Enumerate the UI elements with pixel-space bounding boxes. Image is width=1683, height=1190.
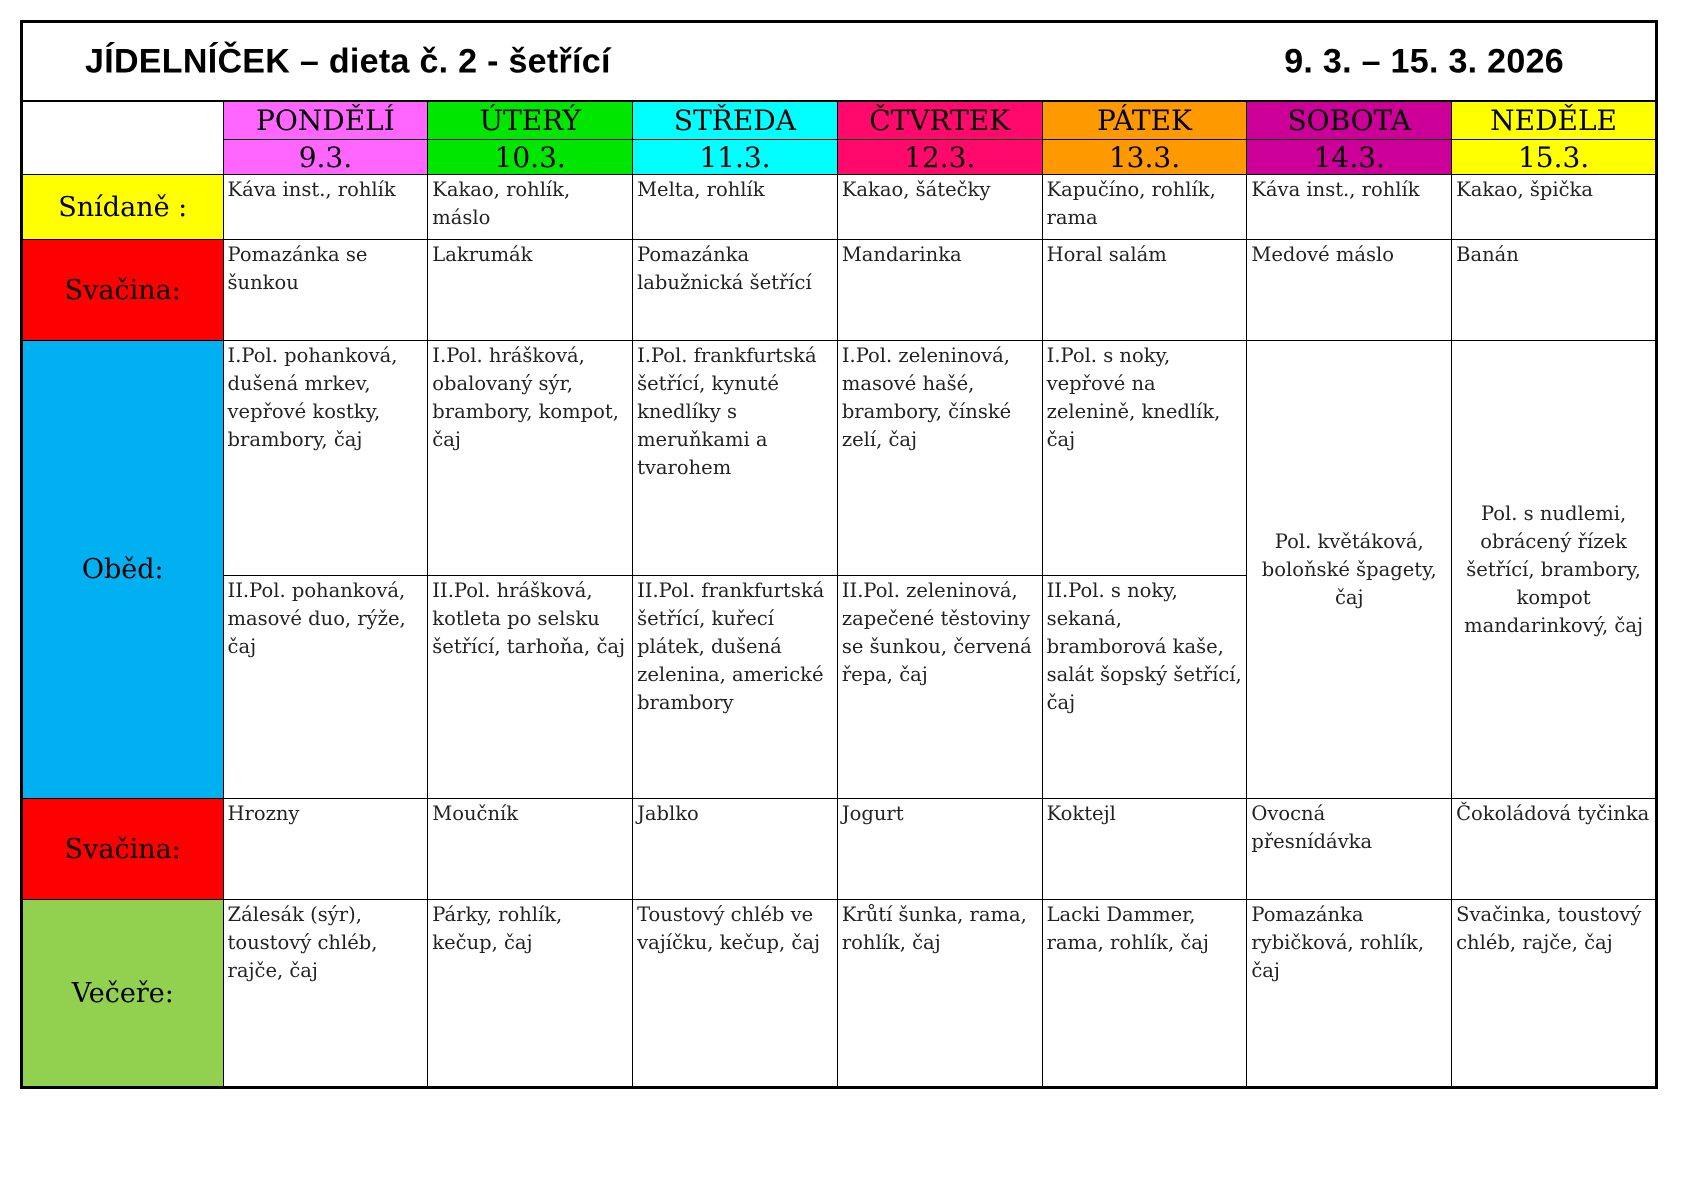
lunch-1-thu: I.Pol. zeleninová, masové hašé, brambory, čínské zelí, čaj (837, 341, 1042, 576)
day-name-sun: NEDĚLE (1452, 101, 1657, 140)
breakfast-sun: Kakao, špička (1452, 175, 1657, 240)
day-date-tue: 10.3. (428, 140, 633, 175)
day-name-wed: STŘEDA (633, 101, 838, 140)
lunch-sat: Pol. květáková, boloňské špagety, čaj (1247, 341, 1452, 799)
meal-label-dinner: Večeře: (22, 900, 224, 1088)
day-date-thu: 12.3. (837, 140, 1042, 175)
dinner-sun: Svačinka, toustový chléb, rajče, čaj (1452, 900, 1657, 1088)
lunch-2-thu: II.Pol. zeleninová, zapečené těstoviny se šunkou, červená řepa, čaj (837, 576, 1042, 799)
meal-label-breakfast: Snídaně : (22, 175, 224, 240)
meal-label-snack-afternoon: Svačina: (22, 799, 224, 900)
day-name-thu: ČTVRTEK (837, 101, 1042, 140)
lunch-sun: Pol. s nudlemi, obrácený řízek šetřící, brambory, kompot mandarinkový, čaj (1452, 341, 1657, 799)
breakfast-tue: Kakao, rohlík, máslo (428, 175, 633, 240)
lunch-2-wed: II.Pol. frankfurtská šetřící, kuřecí plátek, dušená zelenina, americké brambory (633, 576, 838, 799)
snack-afternoon-wed: Jablko (633, 799, 838, 900)
day-name-tue: ÚTERÝ (428, 101, 633, 140)
snack-afternoon-sun: Čokoládová tyčinka (1452, 799, 1657, 900)
meal-label-lunch: Oběd: (22, 341, 224, 799)
breakfast-fri: Kapučíno, rohlík, rama (1042, 175, 1247, 240)
day-date-mon: 9.3. (223, 140, 428, 175)
snack-afternoon-mon: Hrozny (223, 799, 428, 900)
menu-title: JÍDELNÍČEK – dieta č. 2 - šetřící (85, 42, 611, 80)
snack-morning-fri: Horal salám (1042, 240, 1247, 341)
lunch-1-fri: I.Pol. s noky, vepřové na zelenině, knedlík, čaj (1042, 341, 1247, 576)
snack-morning-mon: Pomazánka se šunkou (223, 240, 428, 341)
day-date-sun: 15.3. (1452, 140, 1657, 175)
dinner-thu: Krůtí šunka, rama, rohlík, čaj (837, 900, 1042, 1088)
snack-morning-sun: Banán (1452, 240, 1657, 341)
snack-afternoon-tue: Moučník (428, 799, 633, 900)
date-range: 9. 3. – 15. 3. 2026 (1284, 42, 1564, 80)
snack-morning-thu: Mandarinka (837, 240, 1042, 341)
breakfast-mon: Káva inst., rohlík (223, 175, 428, 240)
meal-label-snack-morning: Svačina: (22, 240, 224, 341)
title-bar (22, 22, 1657, 102)
day-date-sat: 14.3. (1247, 140, 1452, 175)
day-date-fri: 13.3. (1042, 140, 1247, 175)
breakfast-wed: Melta, rohlík (633, 175, 838, 240)
day-date-wed: 11.3. (633, 140, 838, 175)
day-name-mon: PONDĚLÍ (223, 101, 428, 140)
lunch-2-tue: II.Pol. hrášková, kotleta po selsku šetřící, tarhoňa, čaj (428, 576, 633, 799)
dinner-sat: Pomazánka rybičková, rohlík, čaj (1247, 900, 1452, 1088)
dinner-fri: Lacki Dammer, rama, rohlík, čaj (1042, 900, 1247, 1088)
snack-morning-wed: Pomazánka labužnická šetřící (633, 240, 838, 341)
day-name-sat: SOBOTA (1247, 101, 1452, 140)
breakfast-sat: Káva inst., rohlík (1247, 175, 1452, 240)
snack-morning-sat: Medové máslo (1247, 240, 1452, 341)
dinner-wed: Toustový chléb ve vajíčku, kečup, čaj (633, 900, 838, 1088)
lunch-1-wed: I.Pol. frankfurtská šetřící, kynuté knedlíky s meruňkami a tvarohem (633, 341, 838, 576)
lunch-1-mon: I.Pol. pohanková, dušená mrkev, vepřové kostky, brambory, čaj (223, 341, 428, 576)
snack-morning-tue: Lakrumák (428, 240, 633, 341)
dinner-tue: Párky, rohlík, kečup, čaj (428, 900, 633, 1088)
lunch-2-mon: II.Pol. pohanková, masové duo, rýže, čaj (223, 576, 428, 799)
lunch-2-fri: II.Pol. s noky, sekaná, bramborová kaše, salát šopský šetřící, čaj (1042, 576, 1247, 799)
weekly-menu-table (20, 20, 1658, 1089)
lunch-1-tue: I.Pol. hrášková, obalovaný sýr, brambory, kompot, čaj (428, 341, 633, 576)
snack-afternoon-fri: Koktejl (1042, 799, 1247, 900)
snack-afternoon-thu: Jogurt (837, 799, 1042, 900)
breakfast-thu: Kakao, šátečky (837, 175, 1042, 240)
corner-cell (22, 101, 224, 175)
snack-afternoon-sat: Ovocná přesnídávka (1247, 799, 1452, 900)
dinner-mon: Zálesák (sýr), toustový chléb, rajče, čaj (223, 900, 428, 1088)
day-name-fri: PÁTEK (1042, 101, 1247, 140)
